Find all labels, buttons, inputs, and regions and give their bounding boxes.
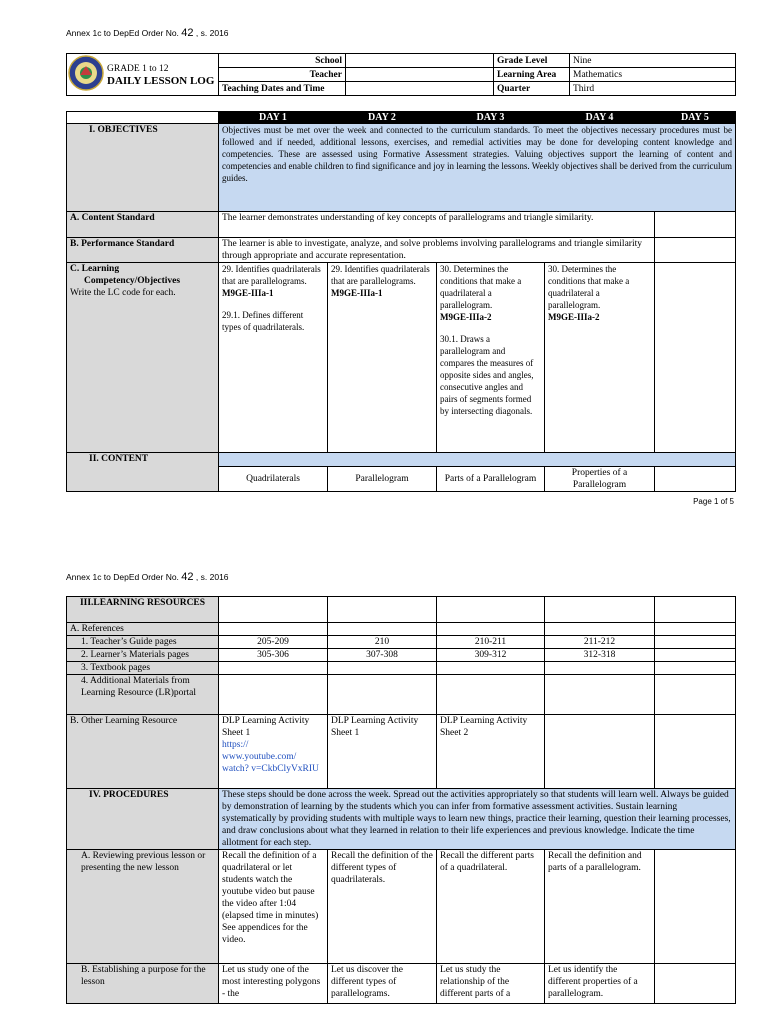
competency-label-2: Competency/Objectives [84,276,181,286]
competency-day-3 [437,263,545,453]
annex-prefix: Annex 1c to DepEd Order No. [66,572,179,582]
competency-d3-code: M9GE-IIIa-2 [440,312,492,322]
content-day-1: Quadrilaterals [219,467,328,492]
competency-label-1: C. Learning [70,264,120,274]
annex-number: 42 [181,571,194,583]
purpose-day-5 [655,964,736,1004]
dates-value[interactable] [346,82,494,96]
competency-d1-text: 29. Identifies quadrilaterals that are parallelograms. [222,264,321,286]
content-day-3: Parts of a Parallelogram [437,467,545,492]
performance-standard-text: The learner is able to investigate, analyze, and solve problems involving parallelograms and triangle similarity through appropriate and accurate representation. [219,238,655,263]
purpose-day-1: Let us study one of the most interesting polygons - the [219,964,328,1004]
resources-table [66,596,736,1004]
competency-d1-code: M9GE-IIIa-1 [222,288,274,298]
competency-label-3: Write the LC code for each. [70,288,176,298]
review-day-1: Recall the definition of a quadrilateral or let students watch the youtube video but pause the video after 1:04 (elapsed time in minutes) See appendices for the video. [219,850,328,964]
other-resource-label: B. Other Learning Resource [67,715,219,789]
lm-day-5 [655,649,736,662]
competency-label [67,263,219,453]
competency-d1-sub: 29.1. Defines different types of quadrilaterals. [222,310,305,332]
grade-level-value[interactable]: Nine [570,54,736,68]
review-day-3: Recall the different parts of a quadrilateral. [437,850,545,964]
lm-day-2: 307-308 [328,649,437,662]
day-4-header: DAY 4 [545,112,655,124]
other-resource-day-1 [219,715,328,789]
annex-suffix: , s. 2016 [195,572,229,582]
references-label: A. References [67,623,219,636]
tg-day-5 [655,636,736,649]
day-1-header: DAY 1 [219,112,328,124]
tg-day-4: 211-212 [545,636,655,649]
additional-materials-label: 4. Additional Materials from Learning Resource (LR)portal [67,675,219,715]
annex-number: 42 [181,27,194,39]
objectives-text: Objectives must be met over the week and connected to the curriculum standards. To meet the objectives necessary procedures must be followed and if needed, additional lessons, exercises, and remedial activities may be done for developing content knowledge and competencies. These are assessed using Formative Assessment strategies. Valuing objectives support the learning of content and competencies and enable children to find significance and joy in learning the lessons. Weekly objectives shall be derived from the curriculum guides. [219,124,736,212]
tg-day-3: 210-211 [437,636,545,649]
content-standard-text: The learner demonstrates understanding of key concepts of parallelograms and triangle similarity. [219,212,655,238]
annex-suffix: , s. 2016 [195,28,229,38]
annex-header-page-2 [66,571,229,583]
day-5-header: DAY 5 [655,112,736,124]
learning-area-label: Learning Area [494,68,570,82]
review-day-5 [655,850,736,964]
textbook-label: 3. Textbook pages [67,662,219,675]
lm-day-4: 312-318 [545,649,655,662]
purpose-label: B. Establishing a purpose for the lesson [67,964,219,1004]
quarter-label: Quarter [494,82,570,96]
youtube-link[interactable]: https:// www.youtube.com/ watch? v=CkbClyVxRIU [222,740,319,774]
procedures-label: IV. PROCEDURES [67,789,219,850]
tg-day-1: 205-209 [219,636,328,649]
dates-label: Teaching Dates and Time [219,82,346,96]
objectives-table [66,111,736,492]
log-title: DAILY LESSON LOG [107,74,215,87]
resources-label: III.LEARNING RESOURCES [67,597,219,623]
competency-d3-text: 30. Determines the conditions that make a quadrilateral a parallelogram. [440,264,522,310]
header-table [66,53,736,96]
content-day-4: Properties of a Parallelogram [545,467,655,492]
competency-day-1 [219,263,328,453]
competency-d4-text: 30. Determines the conditions that make a quadrilateral a parallelogram. [548,264,630,310]
purpose-day-2: Let us discover the different types of parallelograms. [328,964,437,1004]
page-number: Page 1 of 5 [693,497,734,506]
grade-range: GRADE 1 to 12 [107,63,169,74]
competency-day-4 [545,263,655,453]
tg-day-2: 210 [328,636,437,649]
grade-level-label: Grade Level [494,54,570,68]
school-label: School [219,54,346,68]
annex-prefix: Annex 1c to DepEd Order No. [66,28,179,38]
other-resource-day-3: DLP Learning Activity Sheet 2 [437,715,545,789]
annex-header [66,27,229,39]
teacher-label: Teacher [219,68,346,82]
deped-seal-icon [68,55,104,91]
review-day-4: Recall the definition and parts of a parallelogram. [545,850,655,964]
content-day-5 [655,467,736,492]
competency-d2-code: M9GE-IIIa-1 [331,288,383,298]
purpose-day-4: Let us identify the different properties of a parallelogram. [545,964,655,1004]
tg-label: 1. Teacher’s Guide pages [67,636,219,649]
lm-label: 2. Learner’s Materials pages [67,649,219,662]
school-value[interactable] [346,54,494,68]
review-day-2: Recall the definition of the different types of quadrilaterals. [328,850,437,964]
lm-day-1: 305-306 [219,649,328,662]
objectives-label: I. OBJECTIVES [67,124,219,212]
other-resource-d1-text: DLP Learning Activity Sheet 1 [222,716,310,738]
content-day-2: Parallelogram [328,467,437,492]
review-label: A. Reviewing previous lesson or presenting the new lesson [67,850,219,964]
competency-d2-text: 29. Identifies quadrilaterals that are parallelograms. [331,264,430,286]
lm-day-3: 309-312 [437,649,545,662]
quarter-value[interactable]: Third [570,82,736,96]
purpose-day-3: Let us study the relationship of the different parts of a [437,964,545,1004]
day-3-header: DAY 3 [437,112,545,124]
teacher-value[interactable] [346,68,494,82]
competency-d4-code: M9GE-IIIa-2 [548,312,600,322]
procedures-text: These steps should be done across the week. Spread out the activities appropriately so that students will learn well. Always be guided by demonstration of learning by the students which you can infer from formative assessment activities. Sustain learning systematically by providing students with multiple ways to learn new things, practice their learning, question their learning processes, and draw conclusions about what they learned in relation to their life experiences and previous knowledge. Indicate the time allotment for each step. [219,789,736,850]
content-standard-label: A. Content Standard [67,212,219,238]
competency-day-2 [328,263,437,453]
performance-standard-label: B. Performance Standard [67,238,219,263]
content-label: II. CONTENT [67,453,219,492]
day-2-header: DAY 2 [328,112,437,124]
learning-area-value[interactable]: Mathematics [570,68,736,82]
other-resource-day-2: DLP Learning Activity Sheet 1 [328,715,437,789]
competency-d3-sub: 30.1. Draws a parallelogram and compares the measures of opposite sides and angles, consecutive angles and pairs of segments formed by intersecting diagonals. [440,334,534,416]
